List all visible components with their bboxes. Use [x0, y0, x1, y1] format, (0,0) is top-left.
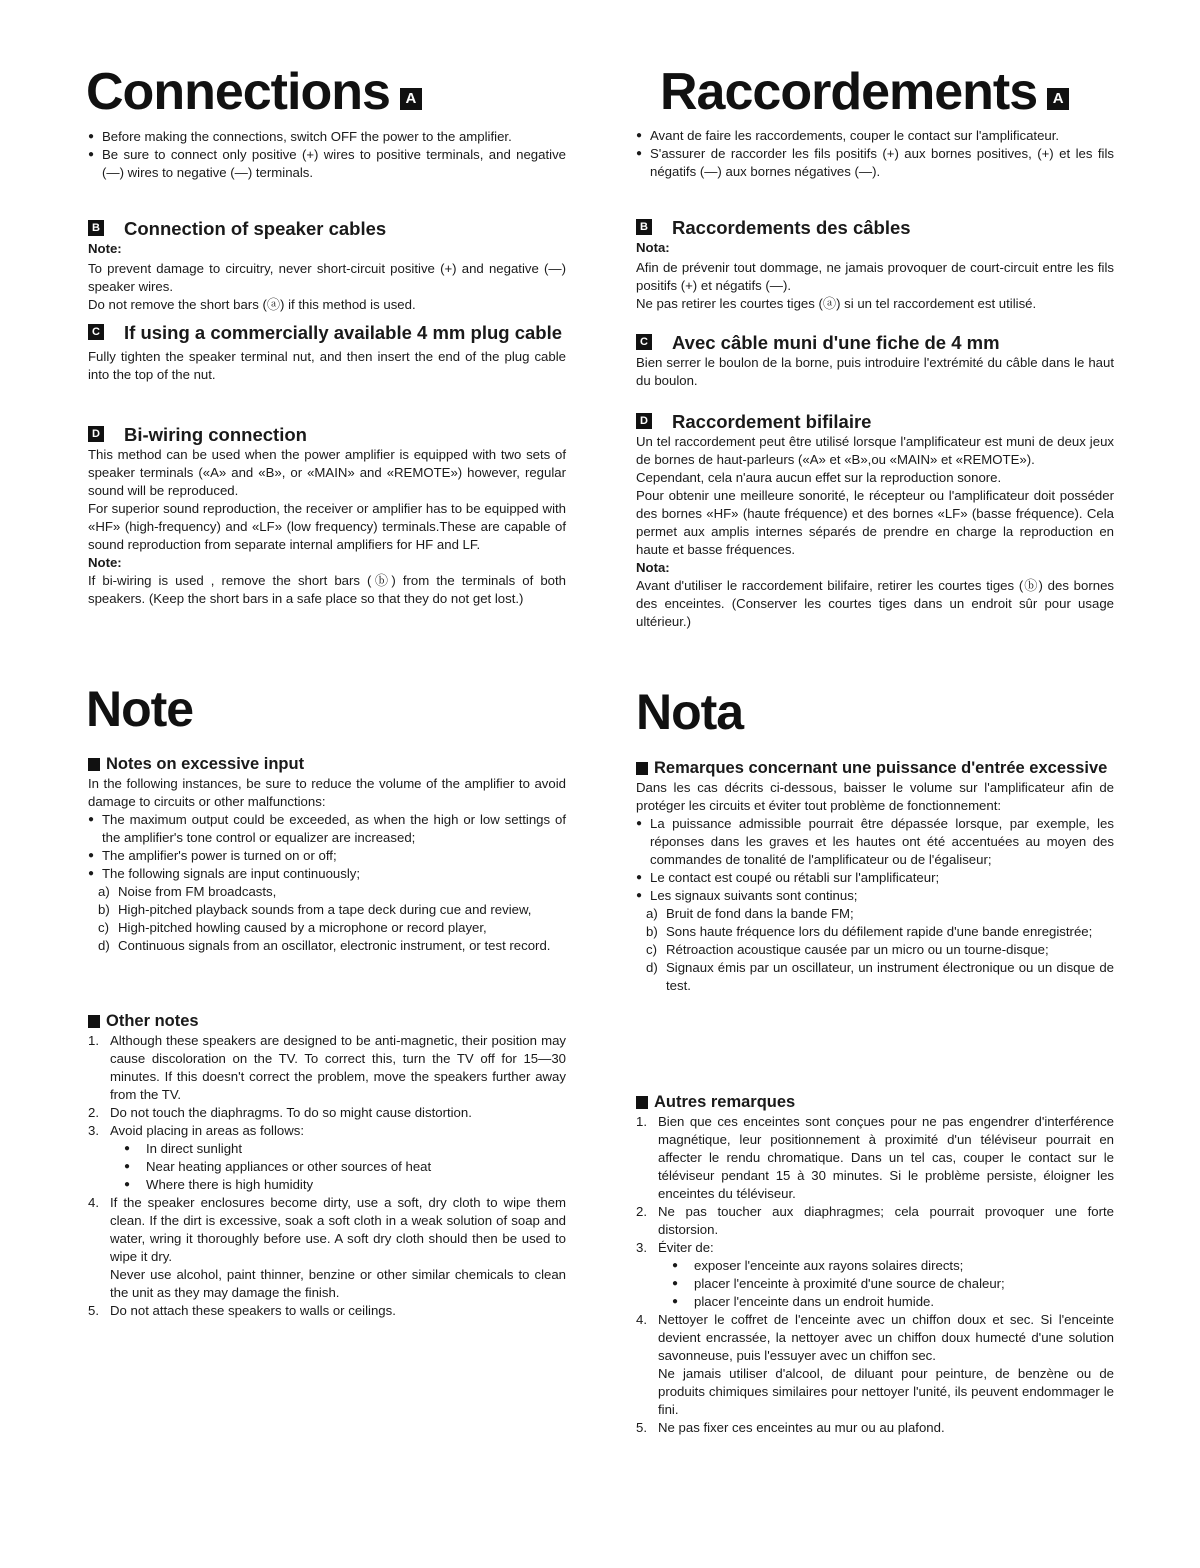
section-c-box: C: [88, 324, 104, 340]
section-a-box: A: [400, 88, 422, 110]
en-other-item: 4. If the speaker enclosures become dirty, use a soft, dry cloth to wipe them clean. If the dirt is excessive, soak a soft cloth in a weak solution of soap and water, wring it thoroughly before use. A soft dry cloth should then be used to wipe it dry. Never use alcohol, paint thinner, benzine or other similar chemicals to clean the unit as they may damage the finish.: [88, 1195, 566, 1300]
en-d-note-label: Note:: [88, 555, 122, 570]
en-signal-item: d) Continuous signals from an oscillator, electronic instrument, or test record.: [98, 938, 551, 953]
fr-signal-item: a) Bruit de fond dans la bande FM;: [646, 906, 854, 921]
en-section-d: [88, 423, 566, 608]
note-title: Note: [86, 681, 194, 737]
fr-intro: [636, 127, 1114, 181]
fr-intro-bullet: ● S'assurer de raccorder les fils positifs (+) aux bornes positives, (+) et les fils négatifs (—) aux bornes négatives (—).: [636, 145, 1114, 181]
fr-other-item: 2. Ne pas toucher aux diaphragmes; cela pourrait provoquer une forte distorsion.: [636, 1204, 1114, 1237]
en-d-heading: D Bi-wiring connection: [88, 423, 566, 446]
square-bullet-icon: [88, 758, 100, 771]
en-avoid-bullet: ● Where there is high humidity: [124, 1176, 566, 1194]
en-intro-bullet: ● Before making the connections, switch OFF the power to the amplifier.: [88, 128, 566, 146]
connections-title: Connections A: [86, 66, 422, 118]
en-b-text: To prevent damage to circuitry, never short-circuit positive (+) and negative (—) speaker wires.: [88, 261, 566, 294]
en-signal-item: c) High-pitched howling caused by a microphone or record player,: [98, 920, 487, 935]
square-bullet-icon: [636, 1096, 648, 1109]
fr-b-note-label: Nota:: [636, 240, 670, 255]
en-section-c: [88, 321, 566, 384]
en-signal-item: a) Noise from FM broadcasts,: [98, 884, 277, 899]
fr-other-item: 3. Éviter de: ● exposer l'enceinte aux rayons solaires directs; ● placer l'enceinte à proximité d'une source de chaleur; ● placer l'enceinte dans un endroit humide.: [636, 1239, 1114, 1311]
en-other-item: 1. Although these speakers are designed to be anti-magnetic, their position may cause discoloration on the TV. To correct this, turn the TV off for 15—30 minutes. If this doesn't correct the problem, move the speakers further away from the TV.: [88, 1033, 566, 1102]
en-excessive: [88, 754, 566, 955]
fr-signal-item: b) Sons haute fréquence lors du défilement rapide d'une bande enregistrée;: [646, 924, 1093, 939]
en-excessive-bullet: ● The following signals are input continuously;: [88, 865, 566, 883]
en-other-item: 3. Avoid placing in areas as follows: ● In direct sunlight ● Near heating appliances or other sources of heat ● Where there is high humidity: [88, 1122, 566, 1194]
fr-excessive: [636, 758, 1114, 995]
fr-signal-item: d) Signaux émis par un oscillateur, un instrument électronique ou un disque de test.: [646, 960, 1114, 993]
section-d-box: D: [636, 413, 652, 429]
en-other-item: 2. Do not touch the diaphragms. To do so might cause distortion.: [88, 1105, 472, 1120]
fr-intro-bullet: ● Avant de faire les raccordements, couper le contact sur l'amplificateur.: [636, 127, 1114, 145]
nota-title: Nota: [636, 684, 744, 740]
fr-avoid-bullet: ● exposer l'enceinte aux rayons solaires directs;: [672, 1257, 1114, 1275]
fr-avoid-bullet: ● placer l'enceinte à proximité d'une source de chaleur;: [672, 1275, 1114, 1293]
en-excessive-bullet: ● The amplifier's power is turned on or off;: [88, 847, 566, 865]
fr-section-c: [636, 331, 1114, 390]
fr-c-heading: C Avec câble muni d'une fiche de 4 mm: [636, 331, 1114, 354]
fr-other-item: 1. Bien que ces enceintes sont conçues pour ne pas engendrer d'interférence magnétique, leur positionnement à proximité d'un téléviseur pourrait en affecter le rendu chromatique. Dans un tel cas, couper le contact sur le téléviseur pendant 15 à 30 minutes. Si le problème persiste, éloigner les enceintes du téléviseur.: [636, 1114, 1114, 1201]
fr-avoid-bullet: ● placer l'enceinte dans un endroit humide.: [672, 1293, 1114, 1311]
en-avoid-bullet: ● In direct sunlight: [124, 1140, 566, 1158]
square-bullet-icon: [636, 762, 648, 775]
en-b-heading: B Connection of speaker cables: [88, 217, 566, 240]
section-b-box: B: [636, 219, 652, 235]
section-c-box: C: [636, 334, 652, 350]
fr-other-item: 4. Nettoyer le coffret de l'enceinte avec un chiffon doux et sec. Si l'enceinte devient encrassée, la nettoyer avec un chiffon doux humecté d'une solution savonneuse, puis l'essuyer avec un chiffon sec. Ne jamais utiliser d'alcool, de diluant pour peinture, de benzène ou de produits chimiques similaires pour nettoyer l'unité, ils peuvent endommager le fini.: [636, 1312, 1114, 1417]
fr-d-text: Pour obtenir une meilleure sonorité, le récepteur ou l'amplificateur doit posséder des bornes «HF» (haute fréquence) et des bornes «LF» (basse fréquence). Cela permet aux amplis internes séparés de prendre en charge la reproduction en haute et basse fréquences.: [636, 488, 1114, 557]
en-d-text: This method can be used when the power amplifier is equipped with two sets of speaker terminals («A» and «B», or «MAIN» and «REMOTE») however, regular sound will be reproduced.: [88, 447, 566, 498]
fr-section-d: [636, 410, 1114, 631]
en-section-b: [88, 217, 566, 314]
en-intro: [88, 128, 566, 182]
en-excessive-heading: Notes on excessive input: [88, 754, 566, 775]
fr-b-text: Afin de prévenir tout dommage, ne jamais provoquer de court-circuit entre les fils positifs (+) et négatifs (—).: [636, 260, 1114, 293]
fr-excessive-heading: Remarques concernant une puissance d'entrée excessive: [636, 758, 1114, 779]
fr-other: [636, 1092, 1114, 1437]
fr-d-text: Un tel raccordement peut être utilisé lorsque l'amplificateur est muni de deux jeux de bornes de haut-parleurs («A» et «B»,ou «MAIN» et «REMOTE»).: [636, 434, 1114, 467]
fr-d-text: Cependant, cela n'aura aucun effet sur la reproduction sonore.: [636, 470, 1002, 485]
fr-other-heading: Autres remarques: [636, 1092, 1114, 1113]
en-b-text: Do not remove the short bars (ⓐ) if this method is used.: [88, 297, 416, 312]
fr-other-item: 5. Ne pas fixer ces enceintes au mur ou au plafond.: [636, 1420, 945, 1435]
en-b-note-label: Note:: [88, 241, 122, 256]
en-other-item: 5. Do not attach these speakers to walls or ceilings.: [88, 1303, 396, 1318]
en-c-heading: C If using a commercially available 4 mm plug cable: [88, 321, 566, 344]
fr-b-text: Ne pas retirer les courtes tiges (ⓐ) si un tel raccordement est utilisé.: [636, 296, 1037, 311]
fr-b-heading: B Raccordements des câbles: [636, 216, 1114, 239]
fr-section-b: [636, 216, 1114, 313]
raccordements-title: Raccordements A: [660, 66, 1069, 118]
fr-d-note-label: Nota:: [636, 560, 670, 575]
en-intro-bullet: ● Be sure to connect only positive (+) wires to positive terminals, and negative (—) wires to negative (—) terminals.: [88, 146, 566, 182]
fr-excessive-bullet: ● Le contact est coupé ou rétabli sur l'amplificateur;: [636, 869, 1114, 887]
fr-excessive-bullet: ● Les signaux suivants sont continus;: [636, 887, 1114, 905]
fr-signal-item: c) Rétroaction acoustique causée par un micro ou un tourne-disque;: [646, 942, 1049, 957]
en-excessive-bullet: ● The maximum output could be exceeded, as when the high or low settings of the amplifier's tone control or equalizer are increased;: [88, 811, 566, 847]
en-d-text: If bi-wiring is used , remove the short bars (ⓑ) from the terminals of both speakers. (Keep the short bars in a safe place so that they do not get lost.): [88, 573, 566, 606]
section-a-box: A: [1047, 88, 1069, 110]
fr-excessive-text: Dans les cas décrits ci-dessous, baisser le volume sur l'amplificateur afin de protéger les circuits et éviter tout problème de fonctionnement:: [636, 780, 1114, 813]
en-signal-item: b) High-pitched playback sounds from a tape deck during cue and review,: [98, 902, 532, 917]
en-d-text: For superior sound reproduction, the receiver or amplifier has to be equipped with «HF» (high-frequency) and «LF» (low frequency) terminals.These are capable of sound reproduction from separate internal amplifiers for HF and LF.: [88, 501, 566, 552]
fr-excessive-bullet: ● La puissance admissible pourrait être dépassée lorsque, par exemple, les réponses dans les graves et les hautes ont été accentuées au moyen des commandes de tonalité de l'amplificateur ou de l'égaliseur;: [636, 815, 1114, 869]
en-excessive-text: In the following instances, be sure to reduce the volume of the amplifier to avoid damage to circuits or other malfunctions:: [88, 776, 566, 809]
en-avoid-bullet: ● Near heating appliances or other sources of heat: [124, 1158, 566, 1176]
fr-d-text: Avant d'utiliser le raccordement bilifaire, retirer les courtes tiges (ⓑ) des bornes des enceintes. (Conserver les courtes tiges dans un endroit sûr pour usage ultérieur.): [636, 578, 1114, 629]
section-b-box: B: [88, 220, 104, 236]
en-other-heading: Other notes: [88, 1011, 566, 1032]
en-c-text: Fully tighten the speaker terminal nut, and then insert the end of the plug cable into the top of the nut.: [88, 349, 566, 382]
section-d-box: D: [88, 426, 104, 442]
square-bullet-icon: [88, 1015, 100, 1028]
en-other: [88, 1011, 566, 1320]
fr-d-heading: D Raccordement bifilaire: [636, 410, 1114, 433]
fr-c-text: Bien serrer le boulon de la borne, puis introduire l'extrémité du câble dans le haut du boulon.: [636, 355, 1114, 388]
